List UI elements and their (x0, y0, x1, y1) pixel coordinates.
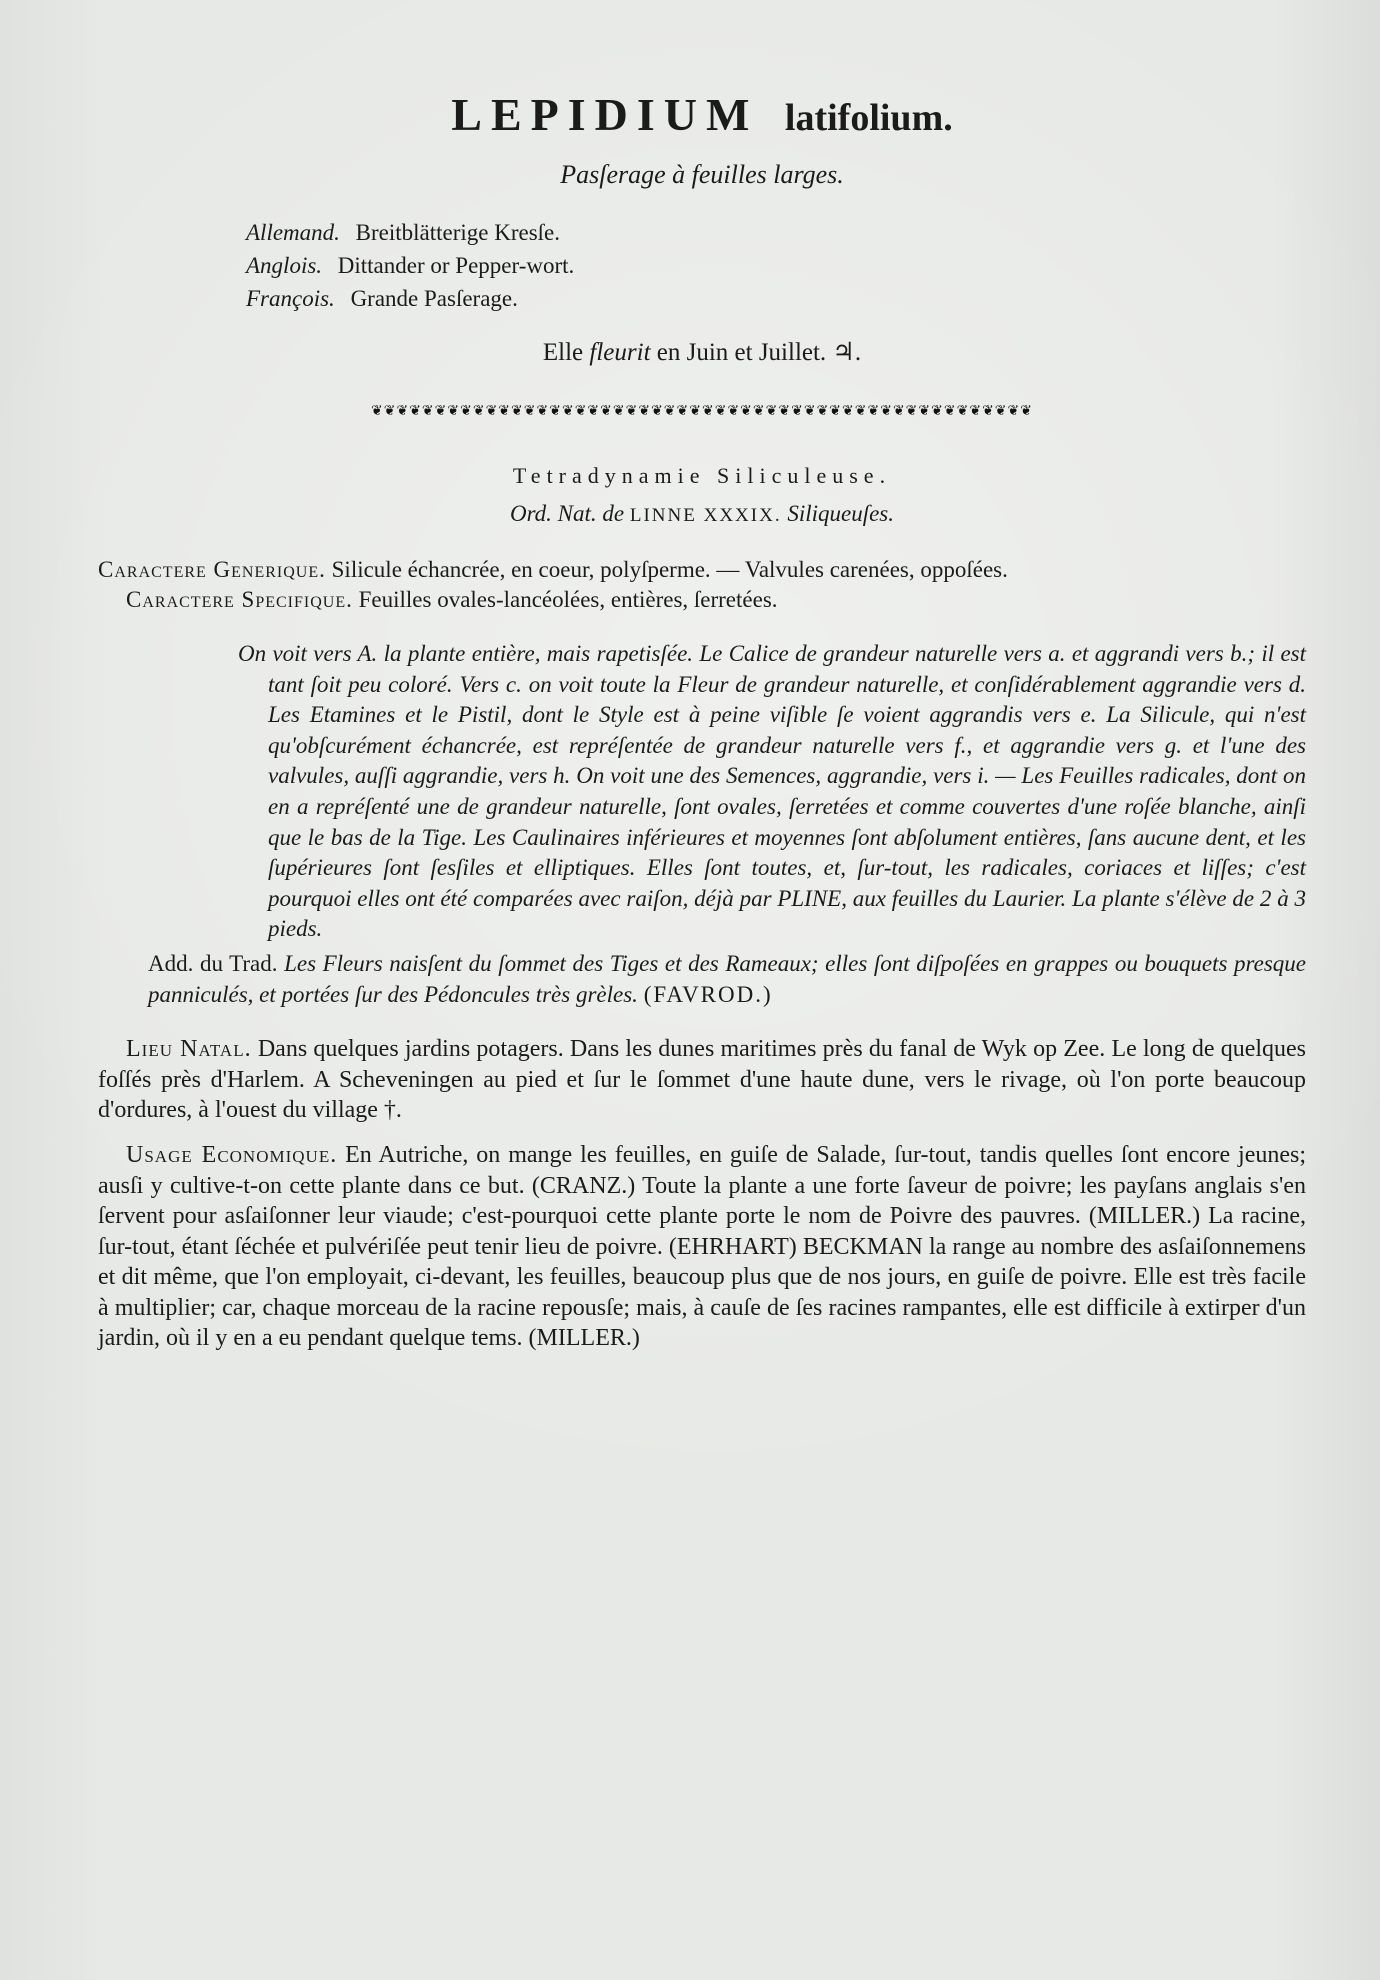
french-name: Pasſerage à feuilles larges. (560, 160, 844, 189)
economic-use-text: En Autriche, on mange les feuilles, en guiſe de Salade, ſur-tout, tandis quelles ſont encore jeunes; ausſi y cultive-t-on cette plante dans ce but. (CRANZ.) Toute la plante a une forte ſaveur de poivre; les payſans anglais s'en ſervent pour asſaiſonner leur viaude; c'est-pourquoi cette plante porte le nom de Poivre des pauvres. (MILLER.) La racine, ſur-tout, étant ſéchée et pulvériſée peut tenir lieu de poivre. (EHRHART) BECKMAN la range au nombre des asſaiſonnemens et dit même, que l'on employait, ci-devant, les feuilles, beaucoup plus que de nos jours, en guiſe de poivre. Elle est très facile à multiplier; car, chaque morceau de la racine repousſe; mais, à cauſe de ſes racines rampantes, elle est difficile à extirper d'un jardin, où il y en a eu pendant quelque tems. (MILLER.) (98, 1141, 1307, 1352)
native-habitat-text: Dans quelques jardins potagers. Dans les dunes maritimes près du fanal de Wyk op Zee. Le long de quelques foſſés près d'Harlem. A Scheveningen au pied et ſur le ſommet d'une haute dune, vers le rivage, où l'on porte beaucoup d'ordures, à l'ouest du village †. (98, 1036, 1307, 1124)
language-label: Allemand. (246, 220, 340, 245)
common-name: Breitblätterige Kresſe. (355, 220, 561, 245)
common-name-row (246, 249, 1306, 282)
language-label: Anglois. (246, 253, 323, 278)
specific-character-text: Feuilles ovales-lancéolées, entières, ſerretées. (358, 587, 778, 612)
ornamental-divider: ❦❦❦❦❦❦❦❦❦❦❦❦❦❦❦❦❦❦❦❦❦❦❦❦❦❦❦❦❦❦❦❦❦❦❦❦❦❦❦❦❦❦❦❦❦❦❦❦❦❦❦❦ (371, 403, 1033, 419)
bloom-verb: fleurit (589, 339, 651, 366)
common-name-row (246, 216, 1306, 249)
specific-character-label: Caractere Specifique. (126, 587, 353, 612)
translator-addition (148, 949, 1306, 1010)
order-author: LINNE XXXIX. (629, 505, 782, 526)
bloom-post: en Juin et Juillet. ♃. (656, 339, 862, 366)
page-content (98, 89, 1307, 1354)
economic-use-section (98, 1140, 1306, 1354)
generic-character-label: Caractere Generique. (98, 557, 326, 582)
order-name: Siliqueuſes. (787, 501, 895, 526)
natural-order (98, 501, 1306, 527)
native-habitat-label: Lieu Natal. (126, 1036, 252, 1063)
common-name-row (246, 282, 1306, 315)
species-name: latifolium. (784, 97, 953, 139)
bloom-pre: Elle (542, 339, 584, 366)
description-text: On voit vers A. la plante entière, mais rapetisſée. Le Calice de grandeur naturelle vers a. et aggrandi vers b.; il est tant ſoit peu coloré. Vers c. on voit toute la Fleur de grandeur naturelle, et conſidérablement aggrandie vers d. Les Etamines et le Pistil, dont le Style est à peine viſible ſe voient aggrandis vers e. La Silicule, qui n'est qu'obſcurément échancrée, est repréſentée de grandeur naturelle vers f., et aggrandie vers g. et l'une des valvules, auſſi aggrandie, vers h. On voit une des Semences, aggrandie, vers i. — Les Feuilles radicales, dont on en a repréſenté une de grandeur naturelle, ſont ovales, ſerretées et comme couvertes d'une roſée blanche, ainſi que le bas de la Tige. Les Caulinaires inférieures et moyennes ſont abſolument entières, ſans aucune dent, et les ſupérieures ſont ſesſiles et elliptiques. Elles ſont toutes, et, ſur-tout, les radicales, coriaces et liſſes; c'est pourquoi elles ont été comparées avec raiſon, déjà par PLINE, aux feuilles du Laurier. La plante s'élève de 2 à 3 pieds. (238, 641, 1306, 942)
common-name: Grande Pasſerage. (350, 286, 518, 311)
native-habitat-paragraph (98, 1034, 1306, 1126)
addition-label: Add. du Trad. (148, 950, 278, 976)
native-habitat-section (98, 1034, 1306, 1126)
common-names-list (246, 216, 1306, 315)
linnaean-class: Tetradynamie Siliculeuse. (512, 463, 892, 488)
plate-description (238, 639, 1306, 945)
economic-use-paragraph (98, 1140, 1306, 1354)
common-name: Dittander or Pepper-wort. (337, 253, 575, 278)
addition-text: Les Fleurs naisſent du ſommet des Tiges et des Rameaux; elles ſont diſpoſées en grappes ou bouquets presque panniculés, et portées ſur des Pédoncules très grèles. (148, 950, 1307, 1007)
specific-character (98, 585, 1306, 615)
page-title (98, 89, 1306, 140)
flowering-line (98, 337, 1306, 367)
generic-character (98, 555, 1306, 585)
genus-name: LEPIDIUM (451, 89, 759, 140)
language-label: François. (246, 286, 335, 311)
generic-character-text: Silicule échancrée, en coeur, polyſperme. — Valvules carenées, oppoſées. (331, 557, 1008, 582)
characters-block (98, 555, 1306, 615)
order-prefix: Ord. Nat. de (509, 501, 625, 526)
addition-source: (FAVROD.) (643, 981, 773, 1007)
economic-use-label: Usage Economique. (126, 1141, 338, 1168)
